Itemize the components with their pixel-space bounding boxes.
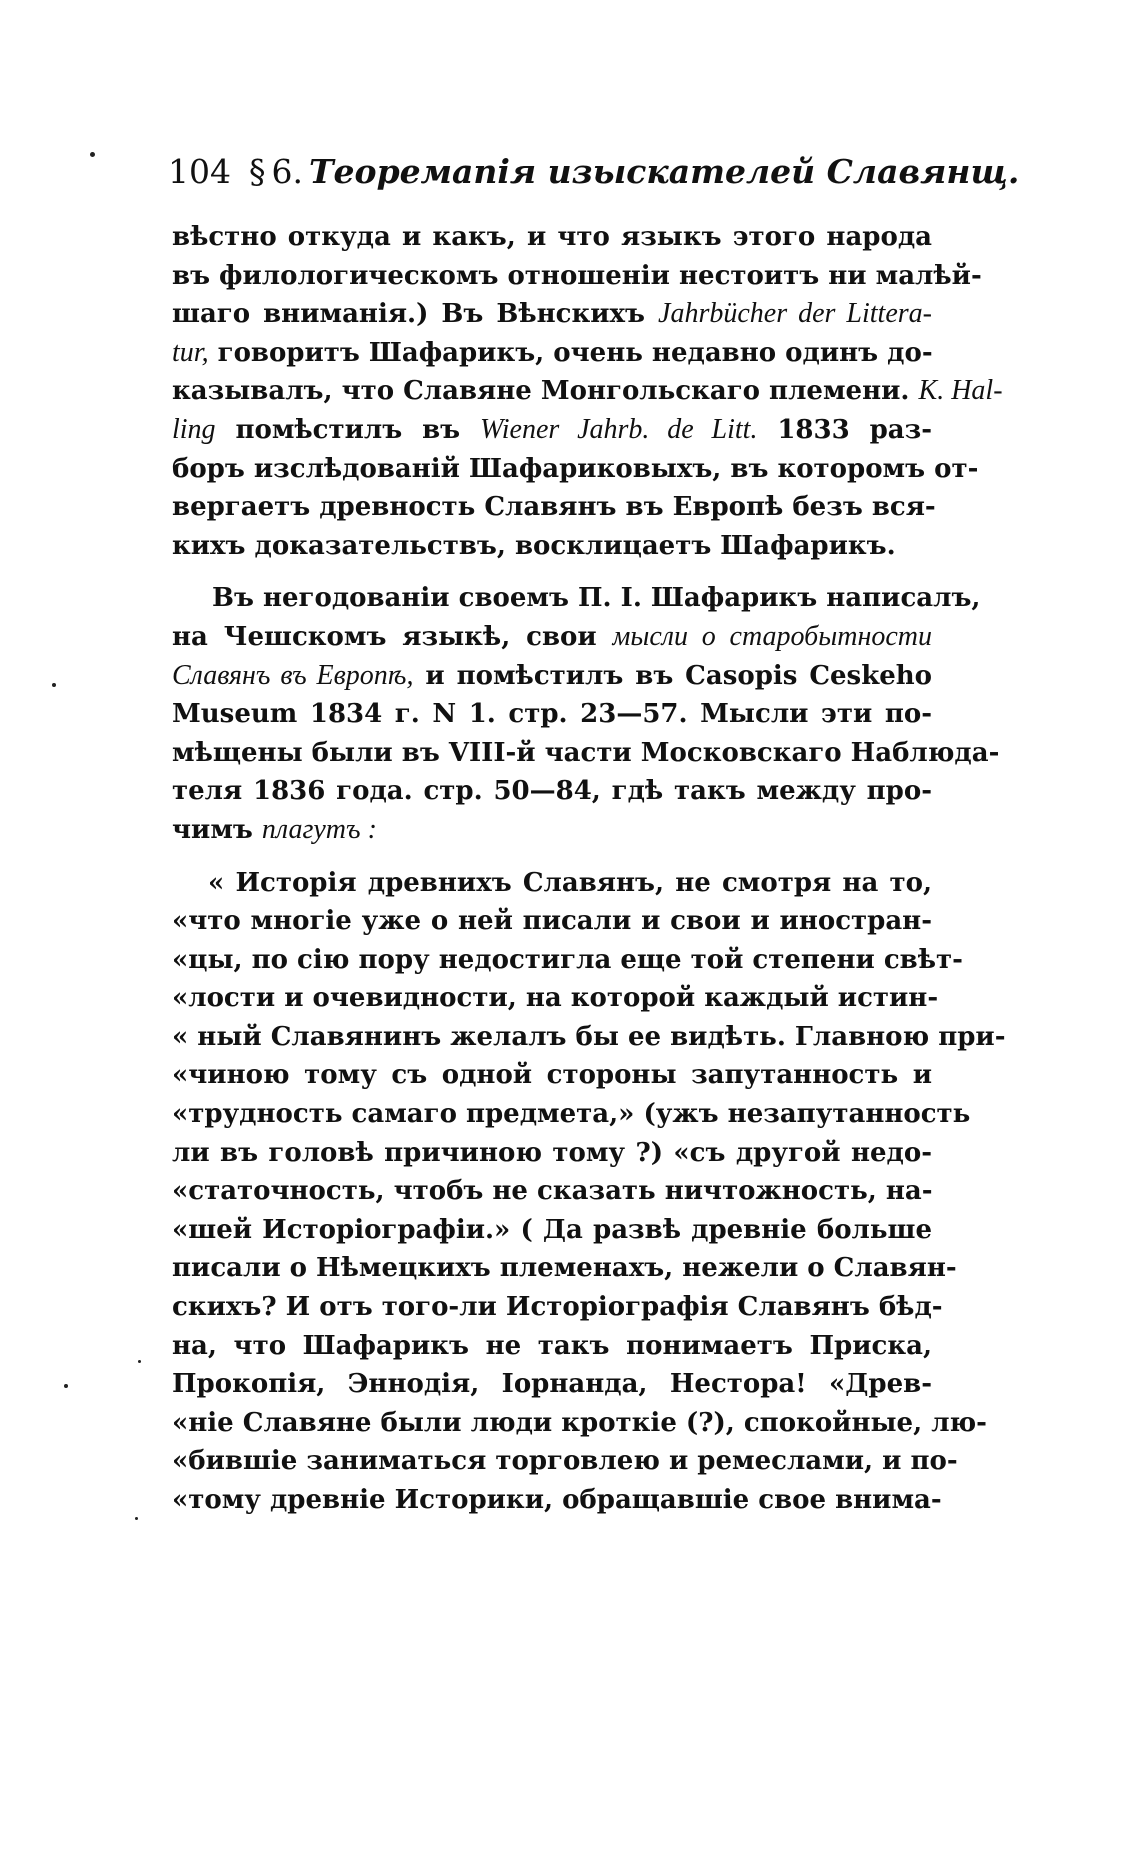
line-text: «трудность самаго предмета,» (ужъ незапутанность	[172, 1099, 971, 1130]
text-line	[172, 334, 932, 373]
page-number: 104	[168, 152, 231, 191]
line-text: чимъ	[172, 814, 262, 845]
text-line	[172, 734, 1000, 773]
line-text: «чиною тому съ одной стороны запутанность и	[172, 1060, 932, 1091]
line-text: помѣстилъ въ	[215, 414, 480, 445]
text-line	[172, 527, 932, 566]
line-text: «лости и очевидности, на которой каждый истин-	[172, 983, 939, 1014]
ink-speck	[138, 1360, 141, 1363]
line-text: «шей Исторіографіи.» ( Да развѣ древніе больше	[172, 1214, 932, 1245]
text-line	[172, 1056, 932, 1095]
italic-phrase: Славянъ въ Европѣ,	[172, 659, 414, 691]
text-line	[172, 1327, 932, 1366]
line-text: вергаетъ древность Славянъ въ Европѣ безъ вся-	[172, 492, 936, 523]
line-text: скихъ? И отъ того-ли Исторіографія Славянъ бѣд-	[172, 1292, 943, 1323]
line-text: въ филологическомъ отношеніи нестоитъ ни малѣй-	[172, 260, 982, 291]
line-text: вѣстно откуда и какъ, и что языкъ этого народа	[172, 222, 932, 252]
running-title: Теоремапія изыскателей Славянщ.	[309, 152, 1020, 191]
italic-phrase: Jahrbücher der Littera-	[658, 298, 932, 330]
ink-speck	[52, 683, 56, 687]
text-line	[172, 1211, 932, 1250]
text-line	[172, 488, 936, 527]
line-text: Museum 1834 г. N 1. стр. 23—57. Мысли эти по-	[172, 699, 932, 730]
line-text: теля 1836 года. стр. 50—84, гдѣ такъ между про-	[172, 776, 932, 807]
text-line	[172, 902, 932, 941]
text-line	[172, 1481, 942, 1520]
line-text: писали о Нѣмецкихъ племенахъ, нежели о Славян-	[172, 1253, 957, 1284]
line-text: кихъ доказательствъ, восклицаетъ Шафарикъ.	[172, 530, 896, 561]
text-line	[172, 1288, 943, 1327]
text-line	[172, 772, 932, 811]
line-text: Прокопія, Эннодія, Іорнанда, Нестора! «Древ-	[172, 1369, 932, 1400]
text-line	[172, 811, 932, 850]
line-text: « Исторія древнихъ Славянъ, не смотря на то,	[208, 867, 932, 898]
body-text	[172, 218, 1006, 1520]
line-text: на, что Шафарикъ не такъ понимаетъ Приска,	[172, 1330, 932, 1361]
text-line	[172, 1249, 957, 1288]
line-text: шаго вниманія.) Въ Вѣнскихъ	[172, 299, 659, 330]
section-sign: §	[249, 152, 266, 191]
ink-speck	[135, 1517, 138, 1520]
italic-phrase: K. Hal-	[918, 375, 1003, 407]
text-line	[172, 1134, 932, 1173]
text-line	[172, 372, 1003, 411]
ink-speck	[64, 1384, 68, 1388]
italic-phrase: tur,	[172, 336, 209, 368]
line-text: ли въ головѣ причиною тому ?) «съ другой недо-	[172, 1137, 932, 1168]
line-text: боръ изслѣдованій Шафариковыхъ, въ которомъ от-	[172, 453, 979, 484]
line-text: «что многіе уже о ней писали и свои и иностран-	[172, 906, 932, 937]
text-line	[172, 864, 932, 903]
text-line	[172, 979, 939, 1018]
line-text: говоритъ Шафарикъ, очень недавно одинъ до-	[208, 337, 933, 368]
line-text: « ный Славянинъ желалъ бы ее видѣть. Главною при-	[172, 1021, 1006, 1052]
ink-speck	[90, 152, 95, 157]
line-text: Въ негодованіи своемъ П. І. Шафарикъ написалъ,	[212, 583, 981, 614]
line-text: на Чешскомъ языкѣ, свои	[172, 621, 613, 652]
paragraph-gap	[172, 565, 932, 579]
text-line	[172, 450, 979, 489]
running-header	[168, 148, 1020, 196]
text-line	[172, 1095, 971, 1134]
line-text: и помѣстилъ въ Casopis Ceskeho	[413, 660, 932, 691]
text-line	[172, 1018, 1006, 1057]
line-text: «цы, по сію пору недостигла еще той степени свѣт-	[172, 944, 963, 975]
text-line	[172, 295, 932, 334]
text-line	[172, 1365, 932, 1404]
text-line	[172, 695, 932, 734]
text-line	[172, 657, 932, 696]
line-text: мѣщены были въ VIII-й части Московскаго Наблюда-	[172, 737, 1000, 768]
italic-phrase: плагутъ :	[261, 813, 377, 845]
text-line	[172, 618, 932, 657]
line-text: «бившіе заниматься торговлею и ремеслами, и по-	[172, 1446, 958, 1477]
section-number: 6.	[271, 152, 303, 191]
line-text: 1833 раз-	[757, 414, 932, 445]
line-text: «тому древніе Историки, обращавшіе свое внима-	[172, 1485, 942, 1515]
text-line	[172, 218, 932, 257]
text-line	[172, 257, 982, 296]
text-line	[172, 941, 963, 980]
text-line	[172, 1404, 987, 1443]
italic-phrase: ling	[172, 413, 216, 445]
line-text: казывалъ, что Славяне Монгольскаго племени.	[172, 376, 919, 407]
text-line	[172, 1172, 932, 1211]
italic-phrase: мысли о старобытности	[612, 620, 932, 652]
italic-phrase: Wiener Jahrb. de Litt.	[479, 413, 758, 445]
paragraph-gap	[172, 850, 932, 864]
line-text: «статочность, чтобъ не сказать ничтожность, на-	[172, 1176, 933, 1207]
text-line	[172, 579, 981, 618]
line-text: «ніе Славяне были люди кроткіе (?), спокойные, лю-	[172, 1407, 987, 1438]
text-line	[172, 1442, 958, 1481]
text-line	[172, 411, 932, 450]
